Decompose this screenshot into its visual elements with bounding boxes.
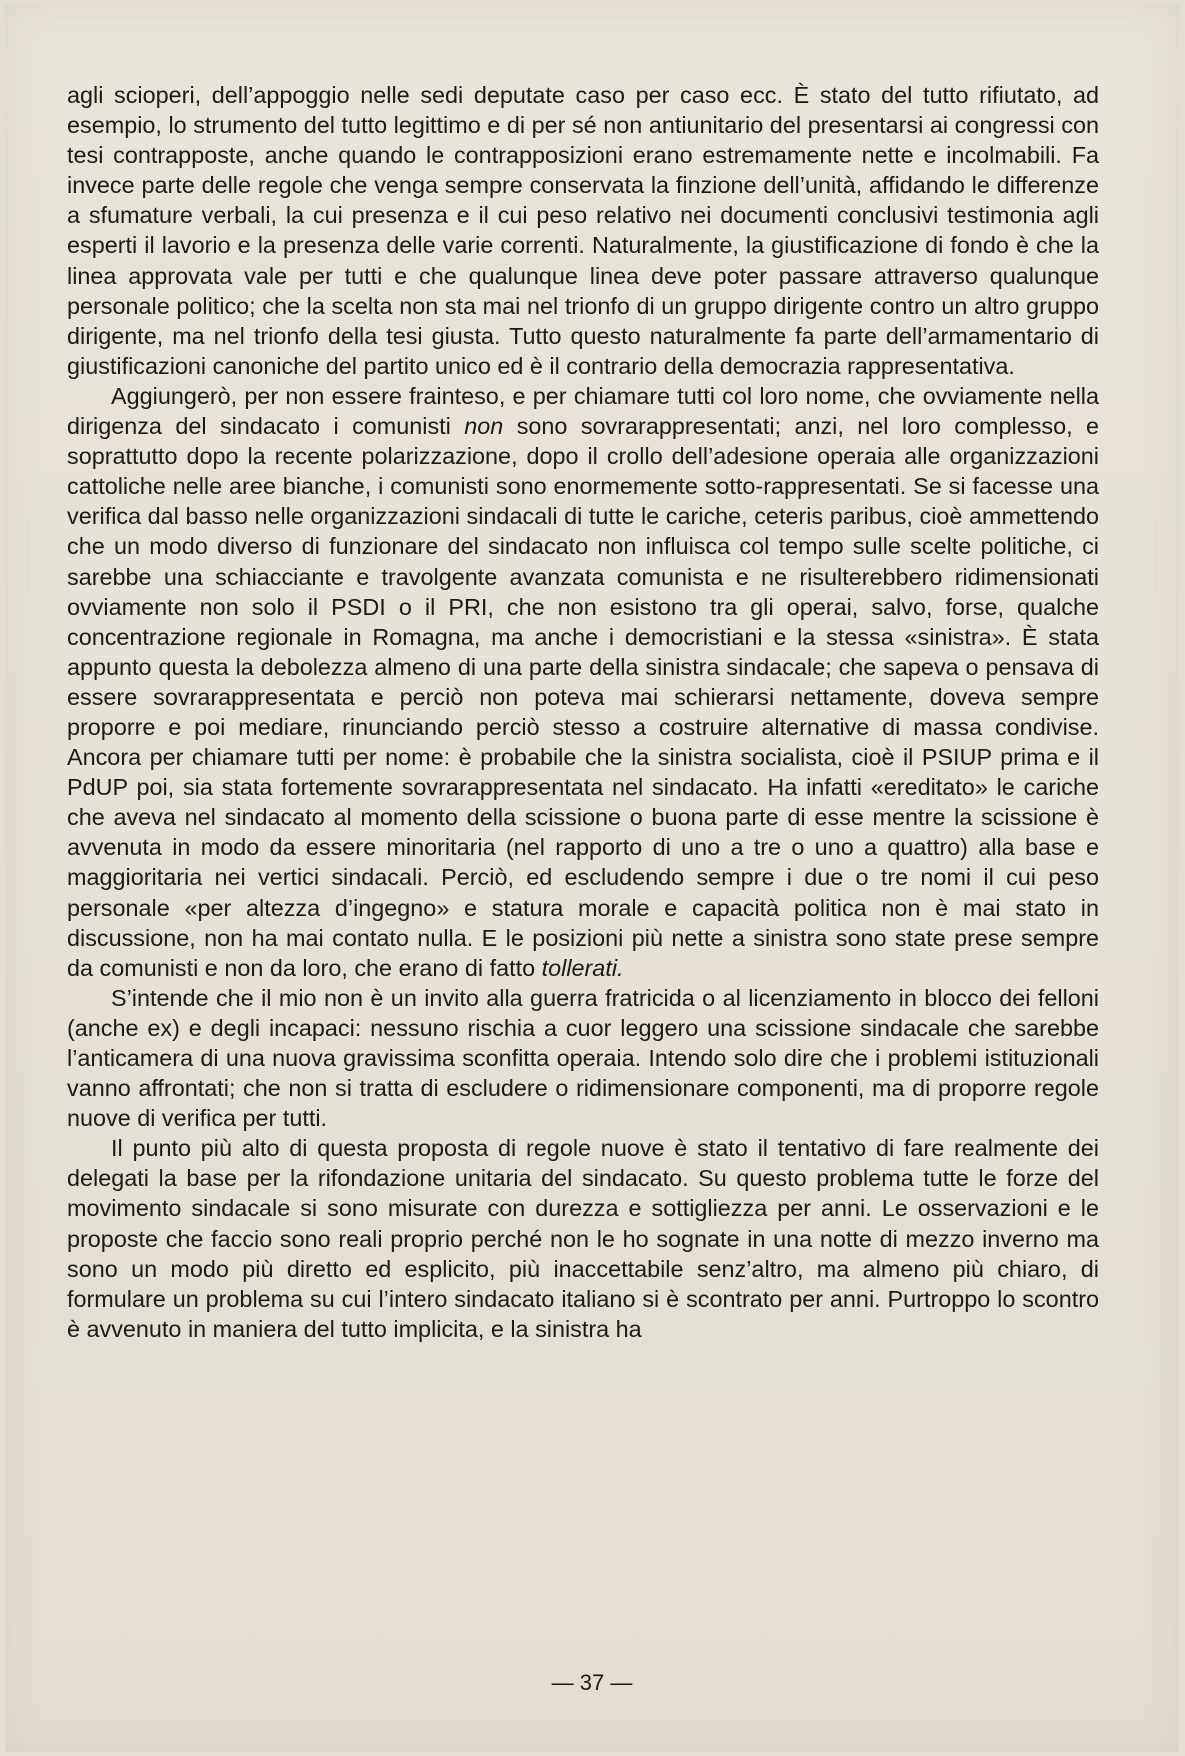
body-text — [67, 80, 1099, 1344]
text-run: agli scioperi, dell’appoggio nelle sedi deputate caso per caso ecc. È stato del tutto rifiutato, ad esempio, lo strumento del tutto legittimo e di per sé non antiunitario del presentarsi ai congressi con tesi contrapposte, anche quando le contrapposizioni erano estremamente nette e incolmabili. Fa invece parte delle regole che venga sempre conservata la finzione dell’unità, affidando le differenze a sfumature verbali, la cui presenza e il cui peso relativo nei documenti conclusivi testimonia agli esperti il lavorio e la presenza delle varie correnti. Naturalmente, la giustificazione di fondo è che la linea approvata vale per tutti e che qualunque linea deve poter passare attraverso qualunque personale politico; che la scelta non sta mai nel trionfo di un gruppo dirigente contro un altro gruppo dirigente, ma nel trionfo della tesi giusta. Tutto questo naturalmente fa parte dell’armamentario di giustificazioni canoniche del partito unico ed è il contrario della democrazia rappresentativa. — [67, 82, 1099, 379]
paragraph — [67, 381, 1099, 983]
page-number: — 37 — — [551, 1670, 633, 1695]
book-page — [5, 4, 1179, 1752]
italic-text-run: non — [464, 413, 504, 440]
text-run: Il punto più alto di questa proposta di regole nuove è stato il tentativo di fare realmente dei delegati la base per la rifondazione unitaria del sindacato. Su questo problema tutte le forze del movimento sindacale si sono misurate con durezza e sottigliezza per anni. Le osservazioni e le proposte che faccio sono reali proprio perché non le ho sognate in una notte di mezzo inverno ma sono un modo più diretto ed esplicito, più inaccettabile senz’altro, ma almeno più chiaro, di formulare un problema su cui l’intero sindacato italiano si è scontrato per anni. Purtroppo lo scontro è avvenuto in maniera del tutto implicita, e la sinistra ha — [67, 1135, 1099, 1342]
text-run: Aggiungerò, per non essere frainteso, e per chiamare tutti col loro nome, che ovviamente nella dirigenza del sindacato i comunisti — [67, 382, 1099, 440]
paragraph — [67, 1133, 1099, 1344]
paragraph — [67, 80, 1099, 381]
text-run: sono sovrarappresentati; anzi, nel loro complesso, e soprattutto dopo la recente polarizzazione, dopo il crollo dell’adesione operaia alle organizzazioni cattoliche nelle aree bianche, i comunisti sono enormemente sotto-rappresentati. Se si facesse una verifica dal basso nelle organizzazioni sindacali di tutte le cariche, ceteris paribus, cioè ammettendo che un modo diverso di funzionare del sindacato non influisca col tempo sulle scelte politiche, ci sarebbe una schiacciante e travolgente avanzata comunista e ne risulterebbero ridimensionati ovviamente non solo il PSDI o il PRI, che non esistono tra gli operai, salvo, forse, qualche concentrazione regionale in Romagna, ma anche i democristiani e la stessa «sinistra». È stata appunto questa la debolezza almeno di una parte della sinistra sindacale; che sapeva o pensava di essere sovrarappresentata e perciò non poteva mai schierarsi nettamente, doveva sempre proporre e poi mediare, rinunciando perciò stesso a costruire alternative di massa condivise. Ancora per chiamare tutti per nome: è probabile che la sinistra socialista, cioè il PSIUP prima e il PdUP poi, sia stata fortemente sovrarappresentata nel sindacato. Ha infatti «ereditato» le cariche che aveva nel sindacato al momento della scissione o buona parte di esse mentre la scissione è avvenuta in modo da essere minoritaria (nel rapporto di uno a tre o uno a quattro) alla base e maggioritaria nei vertici sindacali. Perciò, ed escludendo sempre i due o tre nomi il cui peso personale «per altezza d’ingegno» e statura morale e capacità politica non è mai stato in discussione, non ha mai contato nulla. E le posizioni più nette a sinistra sono state prese sempre da comunisti e non da loro, che erano di fatto — [67, 413, 1100, 981]
italic-text-run: tollerati. — [541, 954, 624, 981]
text-run: S’intende che il mio non è un invito alla guerra fratricida o al licenziamento in blocco dei felloni (anche ex) e degli incapaci: nessuno rischia a cuor leggero una scissione sindacale che sarebbe l’anticamera di una nuova gravissima sconfitta operaia. Intendo solo dire che i problemi istituzionali vanno affrontati; che non si tratta di escludere o ridimensionare componenti, ma di proporre regole nuove di verifica per tutti. — [67, 984, 1099, 1132]
paragraph — [67, 983, 1099, 1133]
